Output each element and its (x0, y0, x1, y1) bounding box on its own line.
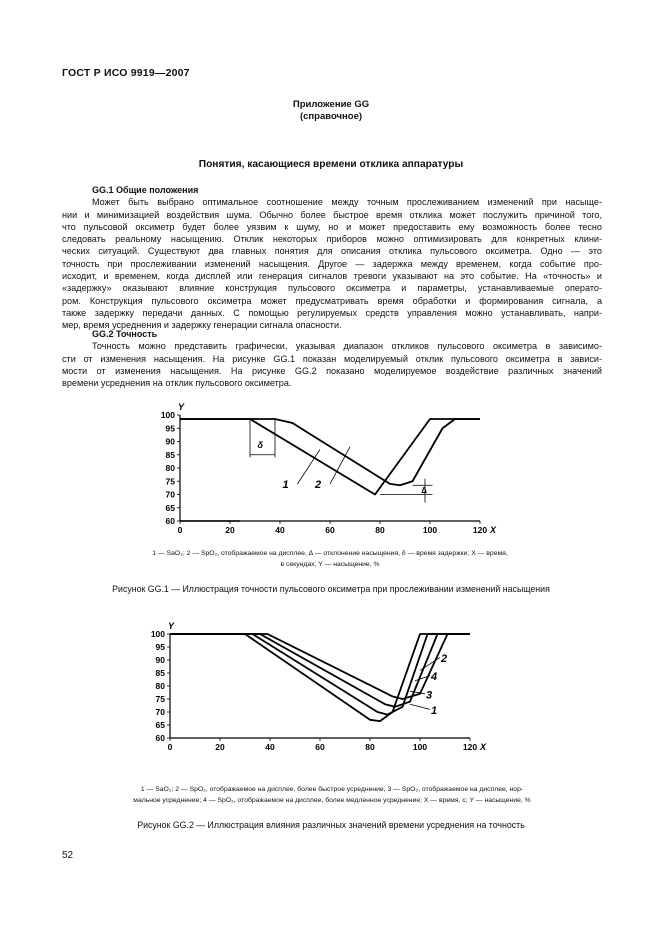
x-tick-label: 60 (325, 525, 335, 535)
x-axis-label: X (490, 525, 497, 535)
x-tick-label: 0 (177, 525, 183, 535)
curve-label-3: 3 (426, 689, 433, 702)
leader-3 (410, 691, 425, 694)
series-line-2 (170, 634, 470, 715)
text-line: также задержку передачи данных. С помощью регулируемых средств управления можно устанавливать, напри- (62, 307, 602, 318)
text-line: что пульсовой оксиметр будет более уязвим к шуму, но и может предоставить ему возможность более тесно (62, 221, 602, 232)
x-tick-label: 120 (472, 525, 488, 535)
y-tick-label: 75 (155, 694, 165, 704)
x-tick-label: 60 (315, 742, 325, 752)
x-tick-label: 80 (365, 742, 375, 752)
section-1-heading: GG.1 Общие положения (92, 185, 199, 195)
figure-1-legend-line2: в секундах, Y — насыщение, % (280, 561, 380, 568)
figure-1-title: Рисунок GG.1 — Иллюстрация точности пульсового оксиметра при прослеживании изменений насыщения (112, 584, 550, 594)
page-number: 52 (62, 850, 74, 861)
y-tick-label: 60 (155, 733, 165, 743)
text-line: исходит, и временем, когда дисплей или генерация сигналов тревоги указывают на это событие. На «точность» и (62, 271, 602, 282)
section-1-body (62, 196, 602, 331)
curve-label-4: 4 (431, 671, 438, 684)
x-tick-label: 0 (167, 742, 173, 752)
section-2-heading: GG.2 Точность (92, 329, 158, 339)
curve-label-2: 2 (315, 478, 322, 491)
appendix-label: Приложение GG (292, 99, 370, 110)
text-line: точность при прослеживании изменений насыщения. Другое — задержка между временем, когда событие про- (62, 258, 602, 269)
text-line: времени усреднения на отклик пульсового оксиметра. (62, 378, 292, 389)
y-tick-label: 75 (165, 476, 175, 487)
text-line: ческих ситуаций. Существуют два главных понятия для описания отклика пульсового оксиметра. Одно — это (62, 246, 602, 257)
figure-1-legend (80, 548, 580, 570)
document-header: ГОСТ Р ИСО 9919—2007 (62, 67, 190, 79)
figure-2-legend (62, 784, 602, 806)
y-axis-label: Y (178, 402, 185, 412)
text-line: следовать реальному насыщению. Отклик некоторых приборов можно оптимизировать для конкретных клини- (62, 234, 602, 245)
x-tick-label: 100 (422, 525, 438, 535)
series-line-2 (180, 419, 480, 485)
section-2-body (62, 340, 602, 389)
figure-1-chart (150, 395, 520, 545)
x-tick-label: 40 (265, 742, 275, 752)
text-line: Точность можно представить графически, указывая диапазон откликов пульсового оксиметра в зависимо- (92, 341, 602, 352)
leader-1 (410, 704, 430, 709)
y-tick-label: 70 (165, 489, 175, 500)
x-tick-label: 100 (412, 742, 428, 752)
appendix-type: (справочное) (299, 111, 363, 122)
text-line: нии и минимизацией воздействия шума. Обычно более быстрое время отклика может послужить причиной того, (62, 209, 602, 220)
figure-1-legend-line1: 1 — SaO₂; 2 — SpO₂, отображаемое на дисплее, Δ — отклонение насыщения, δ — время задержки; X — время, (152, 550, 508, 557)
delay-label: δ (257, 440, 263, 451)
text-line: мости от изменения насыщения. На рисунке GG.2 показано моделируемое воздействие различных значений (62, 365, 602, 376)
y-tick-label: 90 (165, 436, 175, 447)
figure-2-title: Рисунок GG.2 — Иллюстрация влияния различных значений времени усреднения на точность (137, 820, 525, 830)
x-tick-label: 20 (215, 742, 225, 752)
page-title: Понятия, касающиеся времени отклика аппаратуры (198, 159, 464, 170)
text-line: мер, время усреднения и задержку генерации сигнала опасности. (62, 320, 342, 331)
curve-label-2: 2 (441, 653, 448, 665)
y-tick-label: 95 (165, 423, 175, 434)
figure-2-legend-line1: 1 — SaO₂; 2 — SpO₂, отображаемое на дисплее, более быстрое усреднение, 3 — SpO₂, отображаемое на дисплее, нор- (140, 786, 524, 793)
text-line: «задержку» оказывают влияние конструкция пульсового оксиметра и параметры, устанавливаемые операто- (62, 283, 602, 294)
x-tick-label: 80 (375, 525, 385, 535)
y-tick-label: 70 (155, 707, 165, 717)
figure-2-chart (140, 618, 510, 758)
y-tick-label: 60 (165, 516, 175, 526)
y-tick-label: 80 (155, 681, 165, 691)
y-tick-label: 80 (165, 463, 175, 473)
y-tick-label: 100 (160, 410, 175, 420)
y-tick-label: 65 (155, 720, 165, 730)
deviation-label: Δ (421, 486, 427, 496)
text-line: ром. Конструкция пульсового оксиметра может предусматривать время обработки и формирования сигнала, а (62, 295, 602, 306)
x-tick-label: 20 (225, 525, 235, 535)
leader-2 (420, 657, 440, 670)
x-tick-label: 120 (462, 742, 478, 752)
text-line: Может быть выбрано оптимальное соотношение между точным прослеживанием изменений при насыще- (92, 197, 602, 208)
section-1 (62, 184, 602, 332)
figure-2-legend-line2: мальное усреднение; 4 — SpO₂, отображаемое на дисплее, более медленное усреднение; X — время, с; Y — насыщение, % (133, 797, 531, 804)
y-axis-label: Y (168, 621, 175, 631)
curve-label-1: 1 (282, 478, 289, 491)
y-tick-label: 65 (165, 502, 175, 513)
y-tick-label: 90 (155, 655, 165, 665)
y-tick-label: 85 (165, 449, 175, 460)
text-line: сти от изменения насыщения. На рисунке GG.1 показан моделируемый отклик пульсового оксиметра в зависи- (62, 353, 602, 364)
x-tick-label: 40 (275, 525, 285, 535)
curve-label-1: 1 (431, 705, 438, 717)
y-tick-label: 95 (155, 642, 165, 652)
section-2 (62, 328, 602, 389)
series-line-3 (170, 634, 470, 707)
y-tick-label: 85 (155, 668, 165, 678)
y-tick-label: 100 (150, 629, 165, 639)
x-axis-label: X (480, 742, 487, 752)
